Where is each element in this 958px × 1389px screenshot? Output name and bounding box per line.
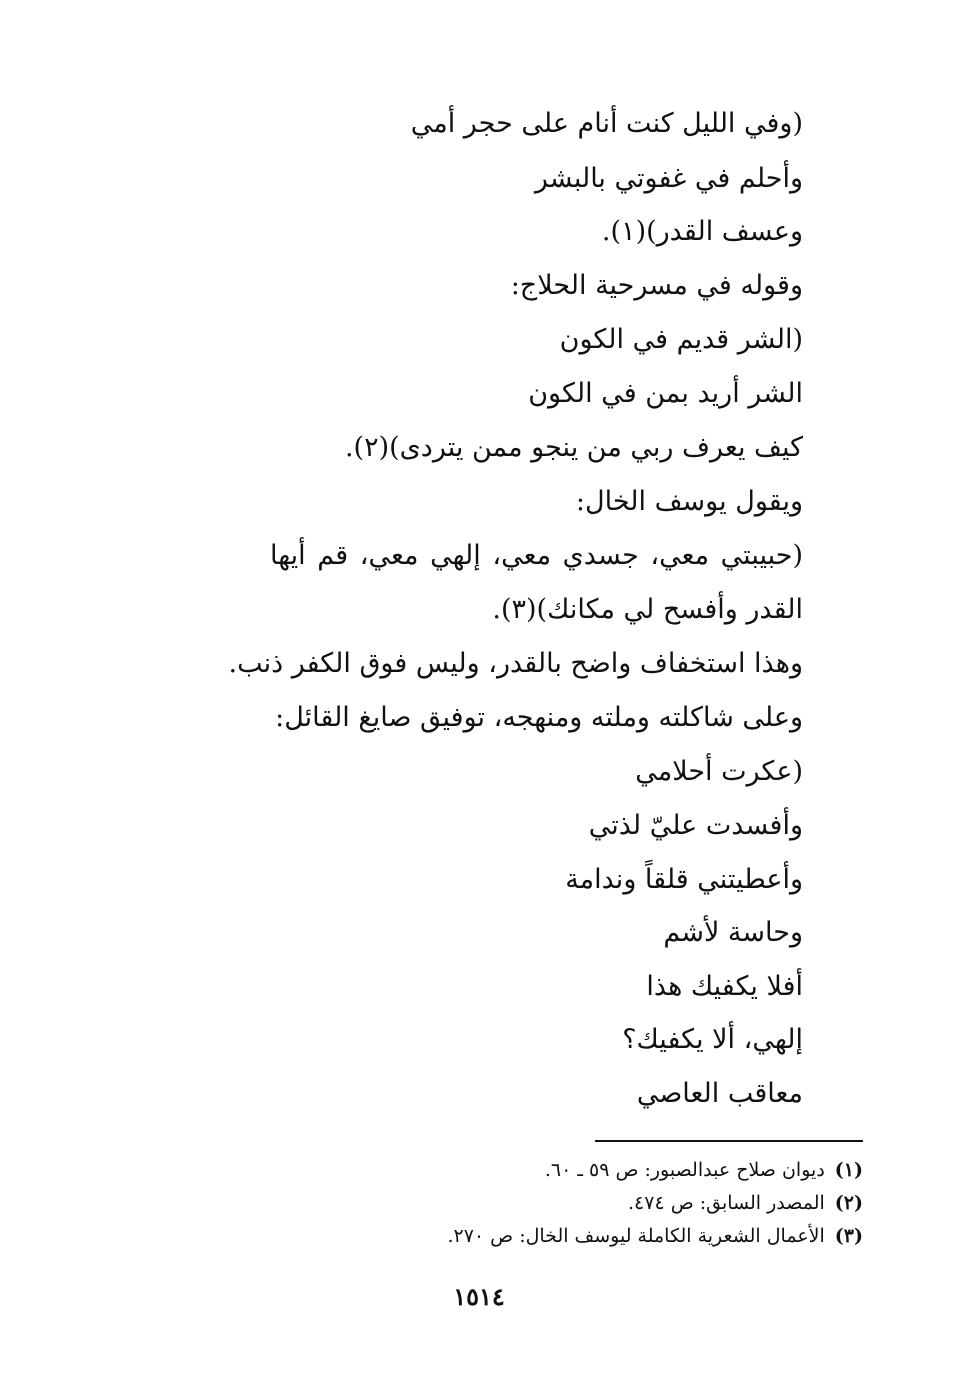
body-line: القدر وأفسح لي مكانك)(٣). — [492, 594, 803, 625]
body-line: وعلى شاكلته وملته ومنهجه، توفيق صايغ القائل: — [275, 702, 803, 733]
footnote-text: الأعمال الشعرية الكاملة ليوسف الخال: ص ٢٧٠. — [447, 1225, 825, 1247]
page-number: ١٥١٤ — [453, 1282, 505, 1311]
footnote — [628, 1189, 863, 1217]
body-line: وحاسة لأشم — [663, 917, 803, 948]
footnote-text: المصدر السابق: ص ٤٧٤. — [628, 1192, 825, 1214]
footnote-number: (٢) — [834, 1192, 863, 1214]
body-line: وأفسدت عليّ لذتي — [588, 810, 803, 841]
body-line: كيف يعرف ربي من ينجو ممن يتردى)(٢). — [344, 432, 803, 463]
footnote-separator — [595, 1140, 863, 1142]
body-line: (عكرت أحلامي — [635, 756, 803, 787]
body-line: معاقب العاصي — [636, 1078, 803, 1109]
body-line: وعسف القدر)(١). — [601, 216, 803, 247]
footnote-number: (٣) — [834, 1225, 863, 1247]
footnote — [545, 1156, 863, 1184]
body-line: (حبيبتي معي، جسدي معي، إلهي معي، قم أيها — [270, 540, 803, 571]
body-line: (الشر قديم في الكون — [559, 324, 803, 355]
body-line: وقوله في مسرحية الحلاج: — [510, 270, 803, 301]
body-line: (وفي الليل كنت أنام على حجر أمي — [410, 108, 803, 139]
body-line: أفلا يكفيك هذا — [646, 971, 803, 1002]
body-line: وأعطيتني قلقاً وندامة — [565, 864, 803, 895]
footnote-text: ديوان صلاح عبدالصبور: ص ٥٩ ـ ٦٠. — [544, 1159, 825, 1181]
body-line: وأحلم في غفوتي بالبشر — [534, 163, 803, 194]
footnote — [447, 1222, 863, 1250]
footnote-number: (١) — [834, 1159, 863, 1181]
body-line: إلهي، ألا يكفيك؟ — [622, 1024, 803, 1055]
body-line: ويقول يوسف الخال: — [575, 486, 803, 517]
body-line: وهذا استخفاف واضح بالقدر، وليس فوق الكفر ذنب. — [228, 648, 803, 679]
body-line: الشر أريد بمن في الكون — [528, 378, 803, 409]
